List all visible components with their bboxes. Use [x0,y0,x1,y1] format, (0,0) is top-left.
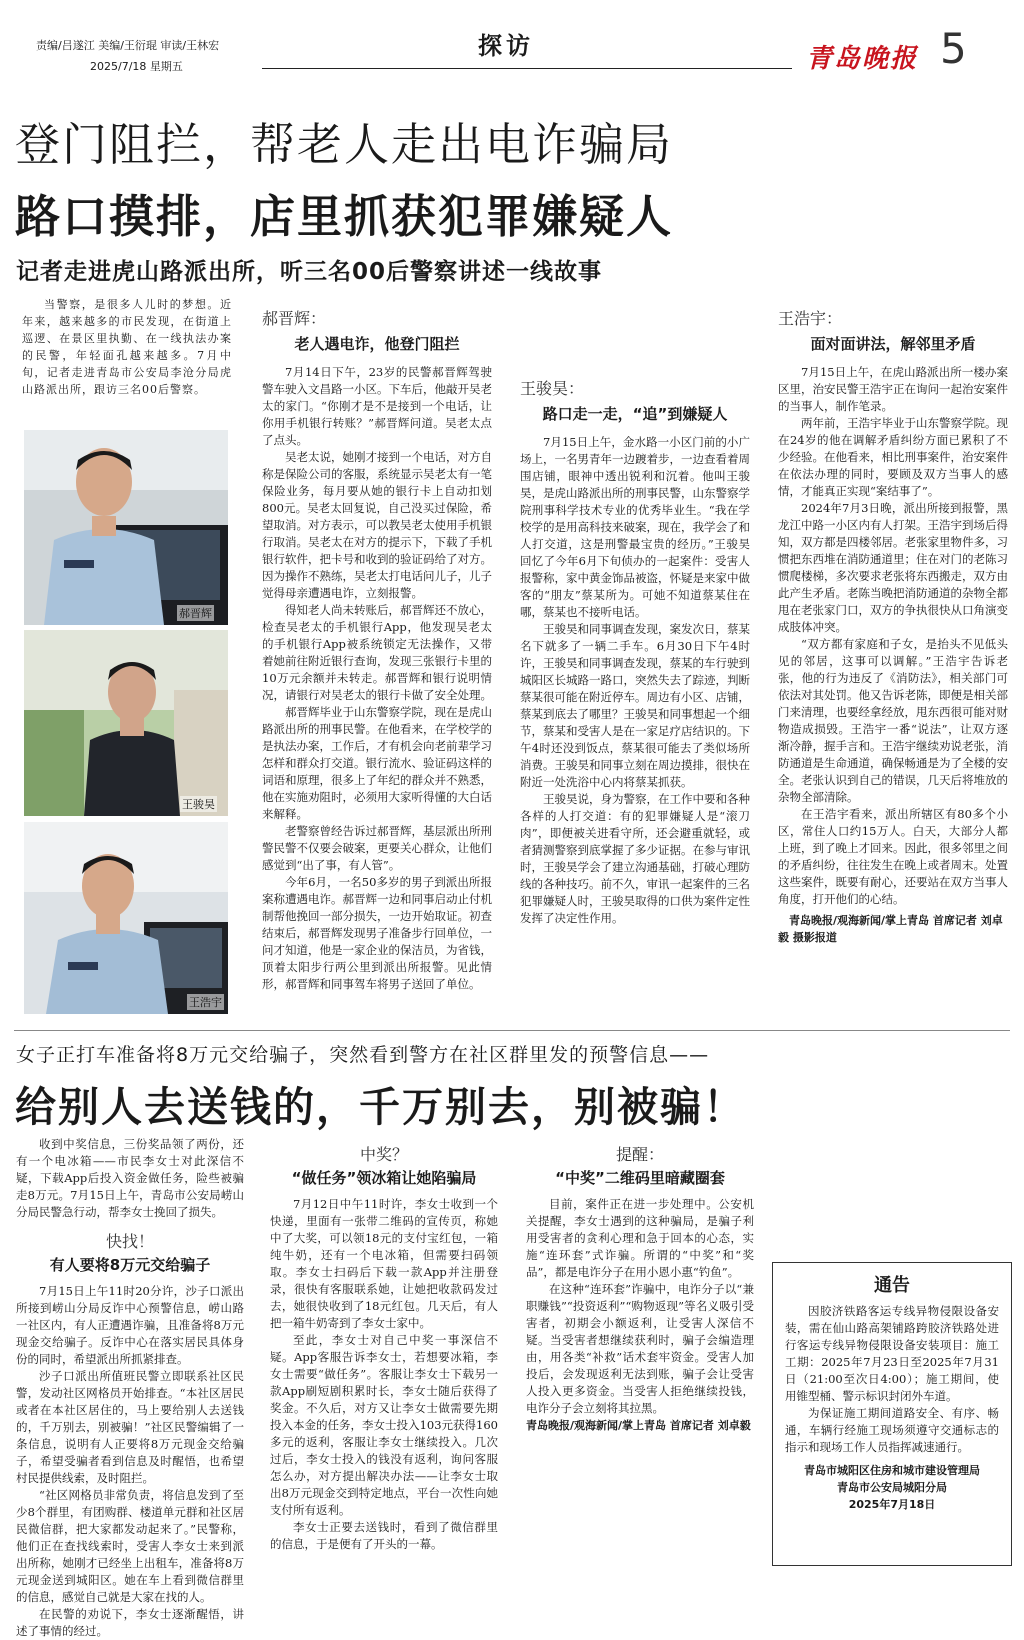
newspaper-logo: 青岛晚报 [806,44,919,74]
editor-line: 责编/吕遂江 美编/王衍琨 审读/王林宏 [36,39,220,52]
paragraph: 在这种“连环套”诈骗中，电诈分子以“兼职赚钱”“投资返利”“购物返现”等名义吸引受害者，初期会小额返利，让受害人深信不疑。当受害者想继续获利时，骗子会编造理由，用各类“补救”话术套牢资金。受害人加投后，会发现返利无法到账，骗子会让受害人投入更多资金。当受害人拒绝继续投钱，电诈分子会立刻将其拉黑。 [526,1282,754,1415]
story1-title-1: 登门阻拦，帮老人走出电诈骗局 [15,118,674,171]
paragraph: 两年前，王浩宇毕业于山东警察学院。现在24岁的他在调解矛盾纠纷方面已累积了不少经验。在他看来，相比刑事案件，治安案件在依法办理的同时，要顾及双方当事人的感情，才能真正实现“案结事了”。 [778,416,1008,498]
paragraph: 王骏昊和同事调查发现，案发次日，蔡某名下就多了一辆二手车。6月30日下午4时许，王骏昊和同事调查发现，蔡某的车行驶到城阳区长城路一路口，突然失去了踪迹，判断蔡某很可能在附近停车。周边有小区、店铺，蔡某到底去了哪里？王骏昊和同事想起一个细节，蔡某和受害人是在一家足疗店结识的。下午4时还没到饭点，蔡某很可能去了类似场所消费。王骏昊和同事立刻在周边摸排，很快在附近一处洗浴中心内将蔡某抓获。 [520,622,750,789]
paragraph: 收到中奖信息，三份奖品领了两份，还有一个电冰箱——市民李女士对此深信不疑，下载App后投入资金做任务，险些被骗走8万元。7月15日上午，青岛市公安局崂山分局民警急行动，帮李女士挽回了损失。 [16,1137,244,1219]
section-name: 王浩宇： [778,309,843,328]
paragraph: “双方都有家庭和子女，是抬头不见低头见的邻居，这事可以调解。”王浩宇告诉老张，他的行为违反了《消防法》，相关部门可依法对其处罚。他又告诉老陈，即便是相关部门来清理，也要经拿经放，甩东西很可能对财物造成损毁。王浩宇一番“说法”，让双方逐渐冷静，握手言和。王浩宇继续劝说老张，消防通道是生命通道，确保畅通是为了全楼的安全。老张认识到自己的错误，几天后将堆放的杂物全部清除。 [778,637,1008,804]
photo-caption: 王骏昊 [182,798,215,811]
notice-paragraph: 因胶济铁路客运专线异物侵限设备安装，需在仙山路高架铺路跨胶济铁路处进行客运专线异物侵限设备安装项目：施工工期：2025年7月23日至2025年7月31日（21:00至次日4:00）；施工期间，使用锥型桶、警示标识封闭外车道。 [785,1304,999,1403]
section-headline: “中奖”二维码里暗藏圈套 [555,1169,725,1187]
photo-caption: 郝晋辉 [179,607,212,620]
photo-caption: 王浩宇 [189,996,222,1009]
paragraph: 在王浩宇看来，派出所辖区有80多个小区，常住人口约15万人。白天，大部分人都上班，到了晚上才回来。因此，很多邻里之间的矛盾纠纷，往往发生在晚上或者周末。处置这些案件，既要有耐心，还要站在双方当事人角度，打开他们的心结。 [778,807,1008,906]
photo-hao-jinhui [24,430,228,625]
notice-date: 2025年7月18日 [848,1498,936,1511]
story2-title: 给别人去送钱的，千万别去，别被骗！ [15,1083,746,1131]
paragraph: 7月15日上午，金水路一小区门前的小广场上，一名男青年一边踱着步，一边查看着周围店铺，眼神中透出锐利和沉着。他叫王骏昊，是虎山路派出所的刑事民警，山东警察学院刑事科学技术专业的优秀毕业生。“我在学校学的是用高科技来破案，现在，我学会了和人打交道，这是刑警最宝贵的经历。”王骏昊回忆了今年6月下旬侦办的一起案件：受害人报警称，家中黄金饰品被盗，怀疑是来家中做客的“朋友”蔡某所为。可她不知道蔡某住在哪，蔡某也不接听电话。 [520,435,750,619]
paragraph: 目前，案件正在进一步处理中。公安机关提醒，李女士遇到的这种骗局，是骗子利用受害者的贪利心理和急于回本的心态，实施“连环套”式诈骗。所谓的“中奖”和“奖品”，都是电诈分子在用小恩小惠“钓鱼”。 [526,1197,754,1279]
story2-kicker: 女子正打车准备将8万元交给骗子，突然看到警方在社区群里发的预警信息—— [16,1044,710,1066]
paragraph: 7月12日中午11时许，李女士收到一个快递，里面有一张带二维码的宣传页，称她中了大奖，可以领18元的支付宝红包，一箱纯牛奶，还有一个电冰箱，但需要扫码领取。李女士扫码后下载一款App并注册登录，很快有客服联系她，让她把收款码发过去，她很快收到了18元红包。几天后，有人把一箱牛奶寄到了李女士家中。 [270,1197,498,1330]
public-notice [772,1262,1012,1566]
paragraph: 7月15日上午，在虎山路派出所一楼办案区里，治安民警王浩宇正在询问一起治安案件的当事人，制作笔录。 [778,365,1008,413]
paragraph: 李女士正要去送钱时，看到了微信群里的信息，于是便有了开头的一幕。 [270,1520,498,1551]
section-name: 郝晋辉： [262,309,327,328]
notice-signatory: 青岛市公安局城阳分局 [837,1481,947,1494]
story-divider [14,1030,1010,1031]
date-line: 2025/7/18 星期五 [90,60,183,73]
story1-title-2: 路口摸排，店里抓获犯罪嫌疑人 [15,190,674,243]
paragraph: 今年6月，一名50多岁的男子到派出所报案称遭遇电诈。郝晋辉一边和同事启动止付机制帮他挽回一部分损失，一边开始取证。初查结束后，郝晋辉发现男子准备步行回单位，一问才知道，他是一家企业的保洁员，为省钱，顶着太阳步行两公里到派出所报警。见此情形，郝晋辉和同事驾车将男子送回了单位。 [262,875,492,991]
section-kicker: 快找！ [105,1232,154,1251]
notice-paragraph: 为保证施工期间道路安全、有序、畅通，车辆行经施工现场须遵守交通标志的指示和现场工作人员指挥减速通行。 [785,1406,999,1454]
paragraph: 在民警的劝说下，李女士逐渐醒悟，讲述了事情的经过。 [16,1607,244,1638]
section-kicker: 提醒： [615,1145,664,1164]
story1-section-hao [262,306,492,993]
byline: 青岛晚报/观海新闻/掌上青岛 首席记者 刘卓毅 摄影报道 [778,914,1003,944]
story2-column-1 [16,1136,244,1638]
page-number: 5 [940,24,967,73]
story1-lead: 当警察，是很多人儿时的梦想。近年来，越来越多的市民发现，在街道上巡逻、在景区里执勤、在一线执法办案的民警，年轻面孔越来越多。7月中旬，记者走进青岛市公安局李沧分局虎山路派出所，跟访三名00后警察。 [22,298,232,396]
paragraph: “社区网格员非常负责，将信息发到了至少8个群里，有团购群、楼道单元群和社区居民微信群，把大家都发动起来了。”民警称，他们正在查找线索时，受害人李女士来到派出所称，她刚才已经坐上出租车，准备将8万元现金送到城阳区。她在车上看到微信群里的信息，感觉自己就是大家在找的人。 [16,1488,244,1604]
paragraph: 老警察曾经告诉过郝晋辉，基层派出所刑警民警不仅要会破案，更要关心群众，让他们感觉到“出了事，有人管”。 [262,824,492,872]
story1-section-wang-junhao [520,376,750,927]
story1-section-wang-haoyu [778,306,1008,946]
notice-title: 通告 [874,1275,910,1296]
paragraph: 至此，李女士对自己中奖一事深信不疑。App客服告诉李女士，若想要冰箱，李女士需要“做任务”。客服让李女士下载另一款App刷短剧积累时长，李女士随后获得了奖金。不久后，对方又让李女士做需要先期投入本金的任务，李女士投入103元获得160多元的返利，客服让李女士继续投入。几次过后，李女士投入的钱没有返利，询问客服怎么办，对方提出解决办法——让李女士取出8万元现金交到特定地点，平台一次性向她支付所有返利。 [270,1333,498,1517]
paragraph: 郝晋辉毕业于山东警察学院，现在是虎山路派出所的刑事民警。在他看来，在学校学的是执法办案，工作后，才有机会向老前辈学习怎样和群众打交道。银行流水、验证码这样的词语和原理，很多上了年纪的群众并不熟悉，他在实施劝阻时，必须用大家听得懂的大白话来解释。 [262,705,492,821]
paragraph: 沙子口派出所值班民警立即联系社区民警，发动社区网格员开始排查。“本社区居民或者在本社区居住的，马上要给别人去送钱的，千万别去，别被骗！”社区民警编辑了一条信息，说明有人正要将8万元现金交给骗子，希望受骗者看到信息及时醒悟，也希望村民提供线索，及时阻拦。 [16,1369,244,1485]
paragraph: 吴老太说，她刚才接到一个电话，对方自称是保险公司的客服，系统显示吴老太有一笔保险业务，每月要从她的银行卡上自动扣划800元。吴老太回复说，自己没买过保险，希望取消。对方表示，可以教吴老太使用手机银行取消。吴老太在对方的提示下，下载了手机银行软件，把卡号和收到的验证码给了对方。因为操作不熟练，吴老太打电话问儿子，儿子觉得母亲遭遇电诈，立刻报警。 [262,450,492,600]
section-headline: 路口走一走，“追”到嫌疑人 [542,405,728,423]
section-headline: 有人要将8万元交给骗子 [49,1256,211,1274]
section-headline: 面对面讲法，解邻里矛盾 [810,335,976,353]
section-kicker: 中奖？ [359,1145,408,1164]
byline: 青岛晚报/观海新闻/掌上青岛 首席记者 刘卓毅 [526,1419,751,1432]
story2-column-2 [270,1136,498,1566]
photo-wang-junhao [24,630,228,816]
paragraph: 2024年7月3日晚，派出所接到报警，黑龙江中路一小区内有人打架。王浩宇到场后得知，双方都是四楼邻居。老张家里物件多，习惯把东西堆在消防通道里；住在对门的老陈习惯爬楼梯，多次要求老张将东西搬走，双方由此产生矛盾。老陈当晚把消防通道的杂物全都甩在老张家门口，双方的争执很快从口角演变成肢体冲突。 [778,501,1008,634]
paragraph: 7月15日上午11时20分许，沙子口派出所接到崂山分局反诈中心预警信息，崂山路一社区内，有人正遭遇诈骗，且准备将8万元现金交给骗子。反诈中心在落实居民具体身份的同时，希望派出所抓紧排查。 [16,1284,244,1366]
header-rule [262,68,792,69]
notice-signatory: 青岛市城阳区住房和城市建设管理局 [804,1464,980,1477]
paragraph: 王骏昊说，身为警察，在工作中要和各种各样的人打交道：有的犯罪嫌疑人是“滚刀肉”，即便被关进看守所，还会避重就轻，或者猜测警察到底掌握了多少证据。在参与审讯时，王骏昊学会了建立沟通基础，打破心理防线的各种技巧。前不久，审讯一起案件的三名犯罪嫌疑人时，王骏昊取得的口供为案件定性发挥了决定性作用。 [520,792,750,925]
section-title: 探访 [478,32,534,60]
story1-subtitle: 记者走进虎山路派出所，听三名00后警察讲述一线故事 [16,259,603,285]
section-headline: 老人遇电诈，他登门阻拦 [294,335,460,353]
paragraph: 7月14日下午，23岁的民警郝晋辉驾驶警车驶入文昌路一小区。下车后，他敲开吴老太的家门。“你刚才是不是接到一个电话，让你用手机银行转账？”郝晋辉问道。吴老太点了点头。 [262,365,492,447]
section-headline: “做任务”领冰箱让她陷骗局 [291,1169,477,1187]
section-name: 王骏昊： [520,379,585,398]
photo-wang-haoyu [24,822,228,1014]
paragraph: 得知老人尚未转账后，郝晋辉还不放心，检查吴老太的手机银行App，他发现吴老太的手机银行App被系统锁定无法操作，又带着她前往附近银行查询，发现三张银行卡里的10万元余额并未转走。郝晋辉和银行说明情况，请银行对吴老太的银行卡做了安全处理。 [262,603,492,702]
story2-column-3 [526,1136,754,1566]
